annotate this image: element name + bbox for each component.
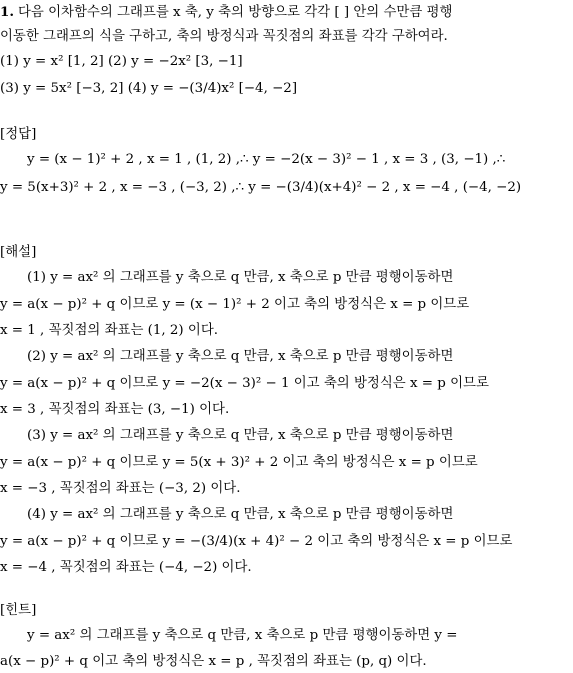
hint-header: [힌트]	[0, 603, 37, 618]
explanation-4-line-2: y = a(x − p)² + q 이므로 y = −(3/4)(x + 4)² − 2 이고 축의 방정식은 x = p 이므로	[0, 534, 513, 549]
problem-line-2: 이동한 그래프의 식을 구하고, 축의 방정식과 꼭짓점의 좌표를 각각 구하여라.	[0, 29, 448, 44]
hint-line-1: y = ax² 의 그래프를 y 축으로 q 만큼, x 축으로 p 만큼 평행이동하면 y =	[27, 628, 458, 643]
explanation-2-line-2: y = a(x − p)² + q 이므로 y = −2(x − 3)² − 1 이고 축의 방정식은 x = p 이므로	[0, 376, 489, 391]
explanation-2-line-1: (2) y = ax² 의 그래프를 y 축으로 q 만큼, x 축으로 p 만큼 평행이동하면	[27, 349, 454, 364]
hint-line-2: a(x − p)² + q 이고 축의 방정식은 x = p , 꼭짓점의 좌표는 (p, q) 이다.	[0, 654, 427, 669]
explanation-4-line-1: (4) y = ax² 의 그래프를 y 축으로 q 만큼, x 축으로 p 만큼 평행이동하면	[27, 507, 454, 522]
problem-line-3: (1) y = x² [1, 2] (2) y = −2x² [3, −1]	[0, 54, 243, 69]
explanation-1-line-2: y = a(x − p)² + q 이므로 y = (x − 1)² + 2 이고 축의 방정식은 x = p 이므로	[0, 297, 470, 312]
explanation-3-line-2: y = a(x − p)² + q 이므로 y = 5(x + 3)² + 2 이고 축의 방정식은 x = p 이므로	[0, 455, 478, 470]
explanation-3-line-3: x = −3 , 꼭짓점의 좌표는 (−3, 2) 이다.	[0, 481, 241, 496]
problem-line-4: (3) y = 5x² [−3, 2] (4) y = −(3/4)x² [−4, −2]	[0, 81, 298, 96]
explanation-header: [해설]	[0, 245, 37, 260]
answer-line-1: y = (x − 1)² + 2 , x = 1 , (1, 2) ,∴ y = −2(x − 3)² − 1 , x = 3 , (3, −1) ,∴	[27, 152, 506, 167]
answer-line-2: y = 5(x+3)² + 2 , x = −3 , (−3, 2) ,∴ y = −(3/4)(x+4)² − 2 , x = −4 , (−4, −2)	[0, 180, 522, 195]
problem-text-1: 다음 이차함수의 그래프를 x 축, y 축의 방향으로 각각 [ ] 안의 수만큼 평행	[17, 5, 453, 20]
problem-number: 1.	[0, 4, 14, 20]
explanation-1-line-3: x = 1 , 꼭짓점의 좌표는 (1, 2) 이다.	[0, 323, 219, 338]
explanation-2-line-3: x = 3 , 꼭짓점의 좌표는 (3, −1) 이다.	[0, 402, 230, 417]
explanation-1-line-1: (1) y = ax² 의 그래프를 y 축으로 q 만큼, x 축으로 p 만큼 평행이동하면	[27, 270, 454, 285]
explanation-4-line-3: x = −4 , 꼭짓점의 좌표는 (−4, −2) 이다.	[0, 560, 252, 575]
answer-header: [정답]	[0, 127, 37, 142]
problem-line-1	[0, 2, 573, 23]
explanation-3-line-1: (3) y = ax² 의 그래프를 y 축으로 q 만큼, x 축으로 p 만큼 평행이동하면	[27, 428, 454, 443]
